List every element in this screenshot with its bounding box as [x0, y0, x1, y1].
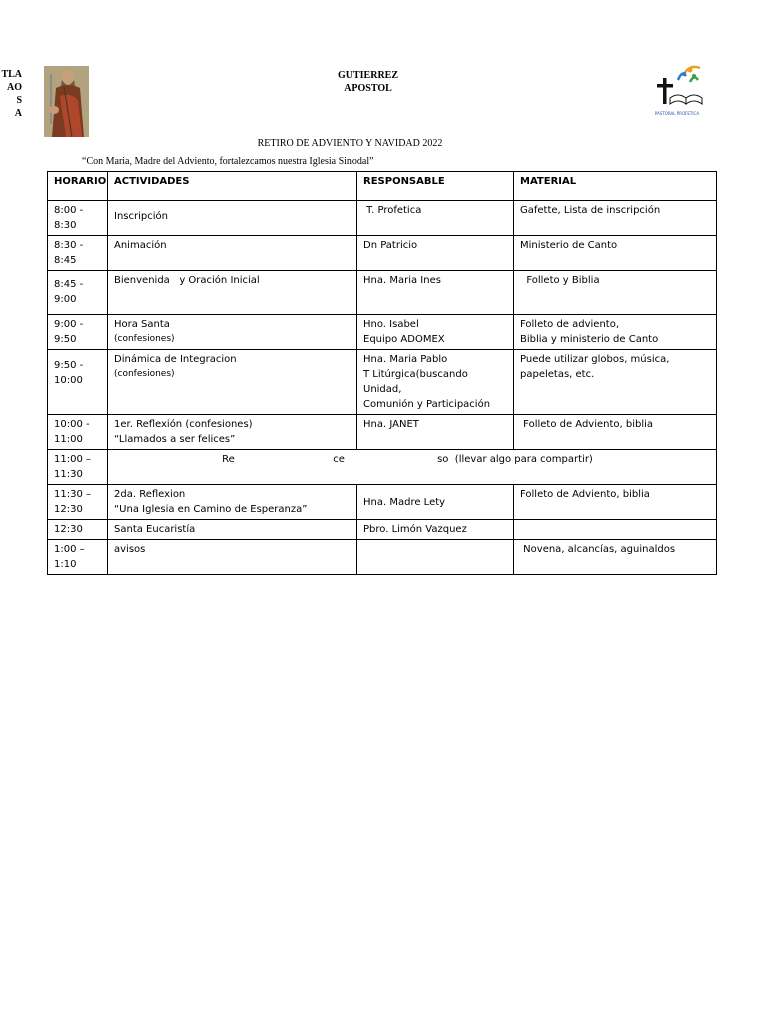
responsible-line: Hna. JANET — [363, 419, 419, 430]
cell-horario — [48, 415, 108, 450]
cell-actividad — [108, 236, 357, 271]
time-line: 11:30 – — [54, 489, 91, 500]
time-line: 9:50 - — [54, 360, 84, 371]
material-line: Folleto de Adviento, biblia — [520, 489, 650, 500]
header-horario: HORARIO — [48, 172, 108, 201]
title-line: GUTIERREZ — [337, 70, 398, 81]
table-row — [48, 540, 717, 575]
cell-responsable — [357, 520, 514, 540]
table-row — [48, 271, 717, 315]
cell-responsable — [357, 201, 514, 236]
responsible-line: Comunión y Participación — [363, 399, 491, 410]
cell-horario — [48, 201, 108, 236]
cell-responsable — [357, 540, 514, 575]
table-row — [48, 201, 717, 236]
cell-material — [514, 415, 717, 450]
parish-title — [300, 69, 436, 95]
cell-responsable — [357, 315, 514, 350]
time-line: 11:30 — [54, 469, 83, 480]
cell-material — [514, 271, 717, 315]
header-responsable: RESPONSABLE — [357, 172, 514, 201]
cell-material — [514, 236, 717, 271]
header-actividades: ACTIVIDADES — [108, 172, 357, 201]
cell-horario — [48, 350, 108, 415]
responsible-line: Hna. Maria Pablo — [363, 354, 448, 365]
responsible-line: T. Profetica — [363, 205, 422, 216]
activity-line: Animación — [114, 240, 167, 251]
cut-off-header-text — [0, 68, 22, 120]
cell-horario — [48, 540, 108, 575]
cell-material — [514, 540, 717, 575]
cell-material — [514, 520, 717, 540]
cell-horario — [48, 271, 108, 315]
cell-horario — [48, 315, 108, 350]
responsible-line: Hna. Madre Lety — [363, 496, 446, 508]
event-quote: “Con Maria, Madre del Adviento, fortalezcamos nuestra Iglesia Sinodal” — [82, 156, 374, 167]
cell-horario — [48, 450, 108, 485]
cell-horario — [48, 236, 108, 271]
time-line: 11:00 — [54, 434, 83, 445]
table-row — [48, 315, 717, 350]
time-line: 12:30 — [54, 504, 83, 515]
time-line: 12:30 — [54, 524, 83, 535]
time-line: 10:00 — [54, 375, 83, 386]
cell-actividad — [108, 485, 357, 520]
material-line: Ministerio de Canto — [520, 240, 618, 251]
material-line: Folleto de adviento, — [520, 319, 619, 330]
time-line: 9:50 — [54, 334, 77, 345]
cell-horario — [48, 485, 108, 520]
saint-paul-image — [44, 66, 89, 137]
activity-line: Inscripción — [114, 211, 168, 222]
cut-line: AO — [7, 82, 22, 93]
time-line: 11:00 – — [54, 454, 91, 465]
cell-material — [514, 350, 717, 415]
cut-line: S — [16, 95, 22, 106]
cut-line: TLA — [1, 69, 22, 80]
cell-responsable — [357, 271, 514, 315]
logo-caption: PASTORAL PROFETICA — [654, 111, 700, 116]
activity-note: (confesiones) — [114, 369, 175, 379]
material-line: Biblia y ministerio de Canto — [520, 334, 659, 345]
activity-line: 1er. Reflexión (confesiones) — [114, 419, 253, 430]
cell-actividad — [108, 540, 357, 575]
activity-line: “Una Iglesia en Camino de Esperanza” — [114, 504, 308, 515]
time-line: 8:45 - — [54, 279, 84, 290]
cut-line: A — [14, 108, 22, 119]
material-line: Novena, alcancías, aguinaldos — [520, 544, 676, 555]
table-row — [48, 450, 717, 485]
material-line: Puede utilizar globos, música, — [520, 354, 670, 365]
table-header-row — [48, 172, 717, 201]
responsible-line: Hna. Maria Ines — [363, 275, 441, 286]
time-line: 1:10 — [54, 559, 77, 570]
time-line: 9:00 - — [54, 319, 84, 330]
responsible-line: Equipo ADOMEX — [363, 334, 445, 345]
time-line: 8:00 - — [54, 205, 84, 216]
cell-responsable — [357, 415, 514, 450]
material-line: papeletas, etc. — [520, 369, 595, 380]
activity-line: Bienvenida y Oración Inicial — [114, 275, 260, 286]
cell-actividad — [108, 201, 357, 236]
activity-line: Santa Eucaristía — [114, 524, 196, 535]
table-row — [48, 520, 717, 540]
table-row — [48, 415, 717, 450]
material-line: Folleto y Biblia — [520, 275, 600, 286]
activity-line: Dinámica de Integracion — [114, 354, 237, 365]
responsible-line: Dn Patricio — [363, 240, 418, 251]
activity-line: Hora Santa — [114, 319, 170, 330]
time-line: 1:00 – — [54, 544, 85, 555]
activity-line: “Llamados a ser felices” — [114, 434, 236, 445]
table-row — [48, 485, 717, 520]
responsible-line: Hno. Isabel — [363, 319, 419, 330]
cell-recess: Re ce so (llevar algo para compartir) — [108, 450, 717, 485]
responsible-line: Pbro. Limón Vazquez — [363, 524, 467, 535]
cell-material — [514, 485, 717, 520]
title-line: APOSTOL — [344, 83, 392, 94]
pastoral-profetica-logo — [648, 60, 706, 118]
time-line: 8:45 — [54, 255, 77, 266]
cell-responsable — [357, 485, 514, 520]
material-line: Gafette, Lista de inscripción — [520, 205, 661, 216]
cell-material — [514, 201, 717, 236]
cell-material — [514, 315, 717, 350]
header-material: MATERIAL — [514, 172, 717, 201]
cell-responsable — [357, 350, 514, 415]
time-line: 8:30 - — [54, 240, 84, 251]
cell-actividad — [108, 271, 357, 315]
cell-actividad — [108, 315, 357, 350]
schedule-table — [47, 171, 717, 575]
table-row — [48, 350, 717, 415]
cell-responsable — [357, 236, 514, 271]
responsible-line: T Litúrgica(buscando Unidad, — [363, 369, 468, 395]
cell-horario — [48, 520, 108, 540]
activity-line: 2da. Reflexion — [114, 489, 186, 500]
activity-line: avisos — [114, 544, 146, 555]
time-line: 10:00 - — [54, 419, 90, 430]
table-row — [48, 236, 717, 271]
cell-actividad — [108, 350, 357, 415]
time-line: 9:00 — [54, 294, 77, 305]
cell-actividad — [108, 415, 357, 450]
cell-actividad — [108, 520, 357, 540]
activity-note: (confesiones) — [114, 334, 175, 344]
time-line: 8:30 — [54, 220, 77, 231]
material-line: Folleto de Adviento, biblia — [520, 419, 654, 430]
event-title: RETIRO DE ADVIENTO Y NAVIDAD 2022 — [257, 138, 443, 149]
